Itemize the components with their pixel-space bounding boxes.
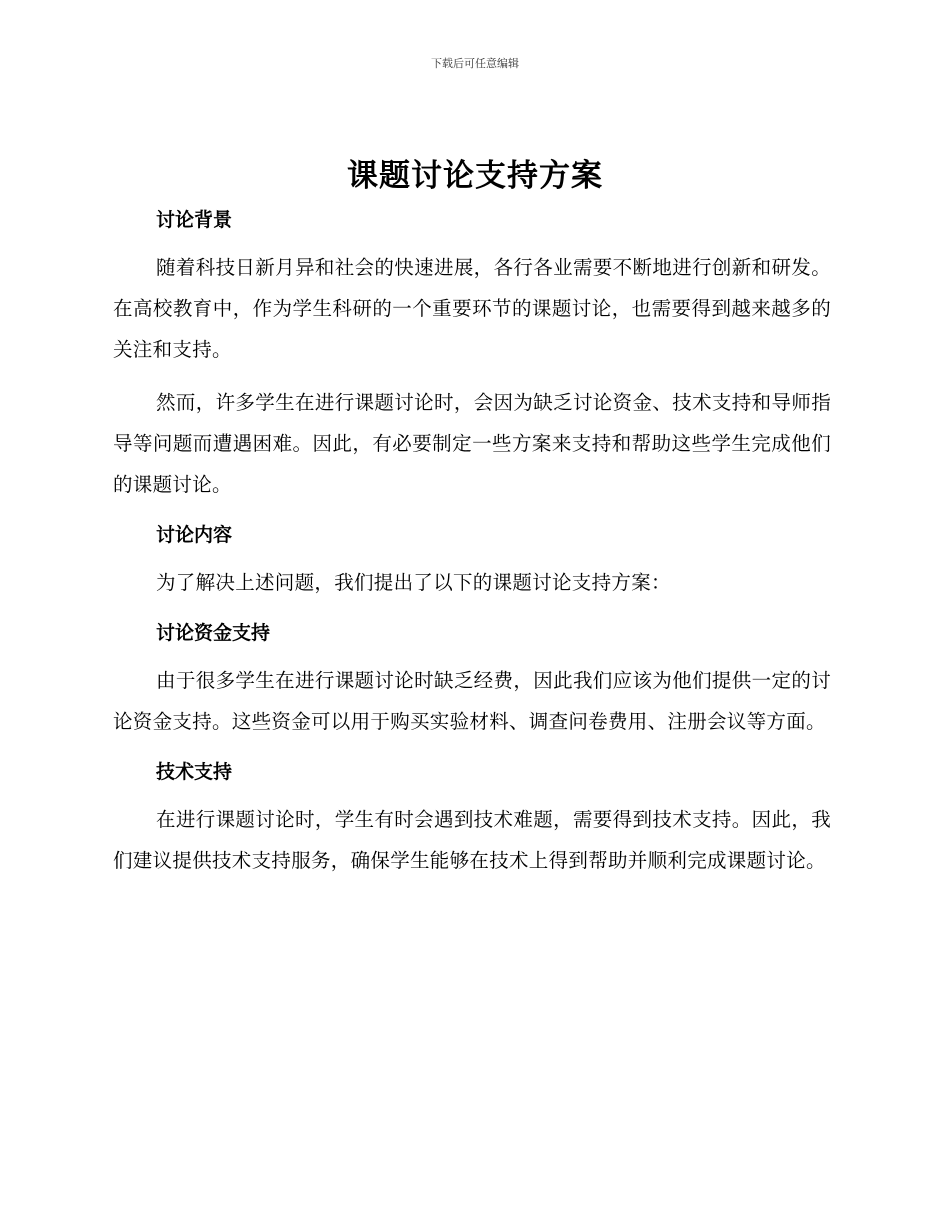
section-heading-content: 讨论内容 bbox=[156, 524, 233, 546]
paragraph: 然而，许多学生在进行课题讨论时，会因为缺乏讨论资金、技术支持和导师指导等问题而遭遇困难。因此，有必要制定一些方案来支持和帮助这些学生完成他们的课题讨论。 bbox=[113, 391, 831, 496]
document-body bbox=[113, 203, 831, 881]
header-note: 下载后可任意编辑 bbox=[431, 57, 519, 70]
paragraph: 为了解决上述问题，我们提出了以下的课题讨论支持方案： bbox=[156, 571, 671, 594]
section-heading-funding: 讨论资金支持 bbox=[156, 622, 271, 644]
section-heading-technical: 技术支持 bbox=[156, 761, 233, 783]
paragraph: 由于很多学生在进行课题讨论时缺乏经费，因此我们应该为他们提供一定的讨论资金支持。这些资金可以用于购买实验材料、调查问卷费用、注册会议等方面。 bbox=[113, 669, 831, 733]
section-heading-background: 讨论背景 bbox=[156, 209, 233, 231]
paragraph: 在进行课题讨论时，学生有时会遇到技术难题，需要得到技术支持。因此，我们建议提供技术支持服务，确保学生能够在技术上得到帮助并顺利完成课题讨论。 bbox=[113, 808, 831, 872]
paragraph: 随着科技日新月异和社会的快速进展，各行各业需要不断地进行创新和研发。在高校教育中，作为学生科研的一个重要环节的课题讨论，也需要得到越来越多的关注和支持。 bbox=[113, 256, 831, 361]
document-title: 课题讨论支持方案 bbox=[347, 158, 603, 194]
